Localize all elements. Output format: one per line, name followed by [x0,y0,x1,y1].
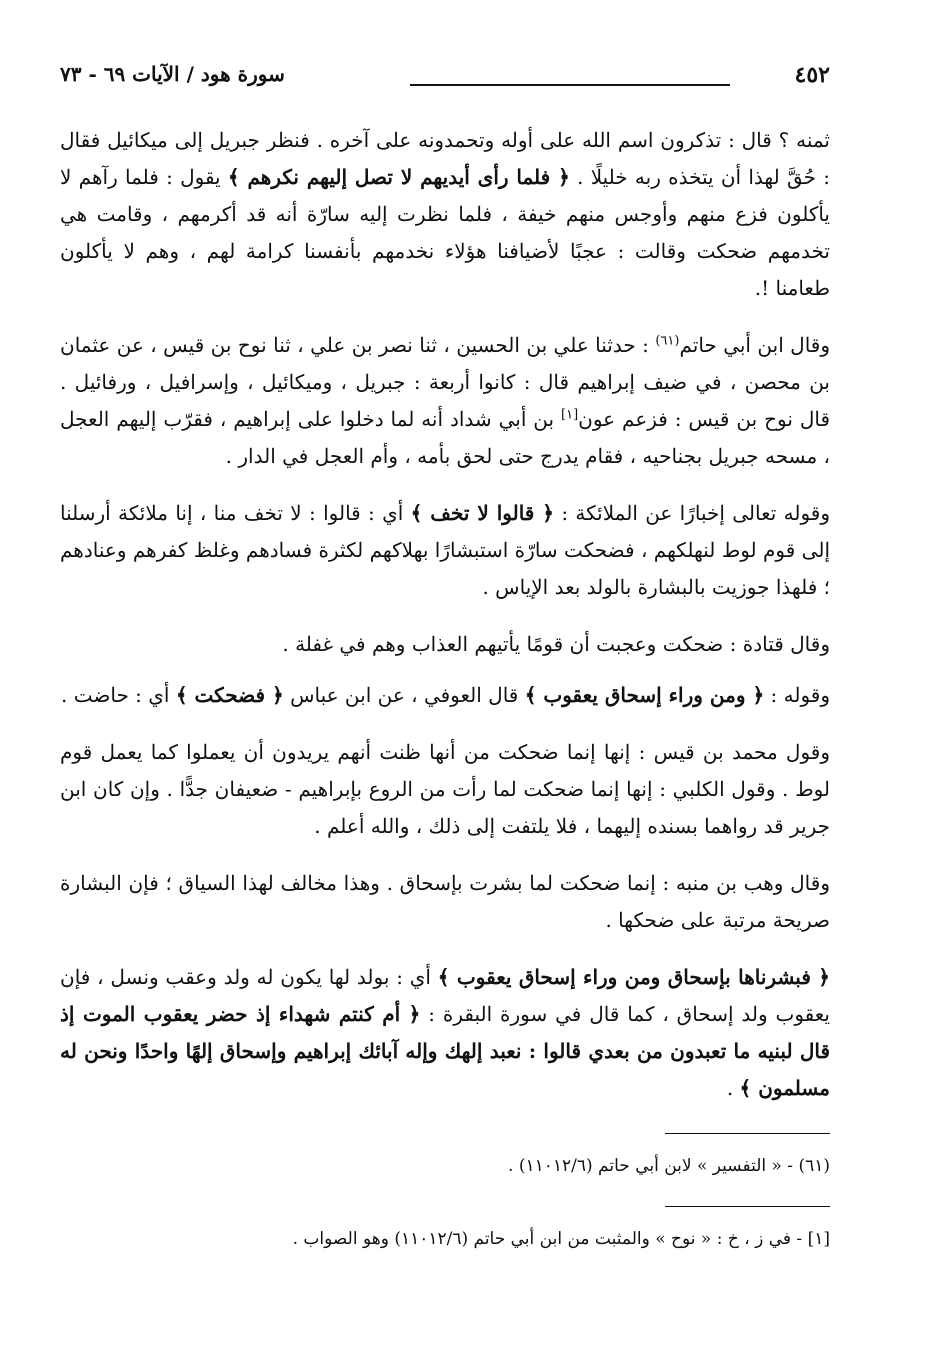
paragraph-4 [60,626,830,663]
paragraph-text: وقال قتادة : ضحكت وعجبت أن قومًا يأتيهم العذاب وهم في غفلة . [282,632,830,656]
paragraph-text: : حدثنا علي بن الحسين ، ثنا نصر بن علي ، ثنا نوح بن قيس ، عن عثمان بن محصن ، في ضيف إبراهيم قال : كانوا أربعة : جبريل ، وميكائيل ، وإسرافيل ، ورفائيل . قال نوح بن قيس : فزعم عون [60,333,831,431]
paragraph-6 [60,734,830,845]
paragraph-text: وقال ابن أبي حاتم [679,333,831,357]
main-text [60,122,830,1107]
paragraph-8 [60,959,830,1107]
footnote-61: (٦١) - « التفسير » لابن أبي حاتم (١١٠١٢/٦) . [508,1156,830,1176]
footnote-divider [665,1133,830,1134]
page [60,50,830,1271]
footnote-1: [١] - في ز ، خ : « نوح » والمثبت من ابن أبي حاتم (١١٠١٢/٦) وهو الصواب . [292,1229,830,1249]
quran-quote: ﴿ قالوا لا تخف ﴾ [410,501,555,525]
paragraph-text: أي : بولد لها يكون له ولد وعقب ونسل ، فإن يعقوب ولد إسحاق ، كما قال في سورة البقرة : [60,965,830,1026]
paragraph-5 [60,677,830,714]
paragraph-text: وقول محمد بن قيس : إنها إنما ضحكت من أنها ظنت أنهم يريدون أن يعملوا كما يعمل قوم لوط . وقول الكلبي : إنها إنما ضحكت لما رأت من الروع بإبراهيم - ضعيفان جدًّا . وإن كان ابن جرير قد رواهما بسنده إليهما ، فلا يلتفت إلى ذلك ، والله أعلم . [60,740,830,838]
page-header [60,50,830,90]
paragraph-text: أي : حاضت . [61,683,170,707]
quran-quote: ﴿ أم كنتم شهداء إذ حضر يعقوب الموت إذ قال لبنيه ما تعبدون من بعدي قالوا : نعبد إلهك وإله آبائك إبراهيم وإسحاق إلهًا واحدًا ونحن له مسلمون ﴾ [60,1002,830,1100]
paragraph-text: قال العوفي ، عن ابن عباس [290,683,519,707]
quran-quote: ﴿ ومن وراء إسحاق يعقوب ﴾ [524,683,765,707]
paragraph-text: وقوله تعالى إخبارًا عن الملائكة : [561,501,831,525]
paragraph-text: بن أبي شداد أنه لما دخلوا على إبراهيم ، فقرّب إليهم العجل ، مسحه جبريل بجناحيه ، فقام يدرج حتى لحق بأمه ، وأم العجل في الدار . [60,407,830,468]
quran-quote: ﴿ فضحكت ﴾ [175,683,284,707]
paragraph-text: وقوله : [770,683,830,707]
page-number: ٤٥٢ [794,62,830,88]
paragraph-3 [60,495,830,606]
paragraph-text: . [726,1076,734,1100]
footnote-marker: (٦١) [655,333,680,349]
paragraph-text: أي : قالوا : لا تخف منا ، إنا ملائكة أرسلنا إلى قوم لوط لنهلكهم ، فضحكت سارّة استبشارًا بهلاكهم لكثرة فسادهم وغلظ كفرهم وعنادهم ؛ فلهذا جوزيت بالبشارة بالولد بعد الإياس . [60,501,830,599]
paragraph-2 [60,327,830,475]
paragraph-7 [60,865,830,939]
paragraph-text: يقول : فلما رآهم لا يأكلون فزع منهم وأوجس منهم خيفة ، فلما نظرت إليه سارّة أنه قد أكرمهم ، وقامت هي تخدمهم ضحكت وقالت : عجبًا لأضيافنا هؤلاء نخدمهم بأنفسنا كرامة لهم ، وهم لا يأكلون طعامنا !. [60,165,830,300]
paragraph-text: وقال وهب بن منبه : إنما ضحكت لما بشرت بإسحاق . وهذا مخالف لهذا السياق ؛ فإن البشارة صريحة مرتبة على ضحكها . [60,871,830,932]
footnote-marker: [١] [561,407,579,423]
paragraph-1 [60,122,830,307]
running-title: سورة هود / الآيات ٦٩ - ٧٣ [60,62,285,86]
quran-quote: ﴿ فبشرناها بإسحاق ومن وراء إسحاق يعقوب ﴾ [437,965,831,989]
header-rule [410,84,730,86]
paragraph-text: ثمنه ؟ قال : تذكرون اسم الله على أوله وتحمدونه على آخره . فنظر جبريل إلى ميكائيل فقال : حُقَّ لهذا أن يتخذه ربه خليلًا . [60,128,831,189]
footnote-divider [665,1206,830,1207]
quran-quote: ﴿ فلما رأى أيديهم لا تصل إليهم نكرهم ﴾ [227,165,570,189]
